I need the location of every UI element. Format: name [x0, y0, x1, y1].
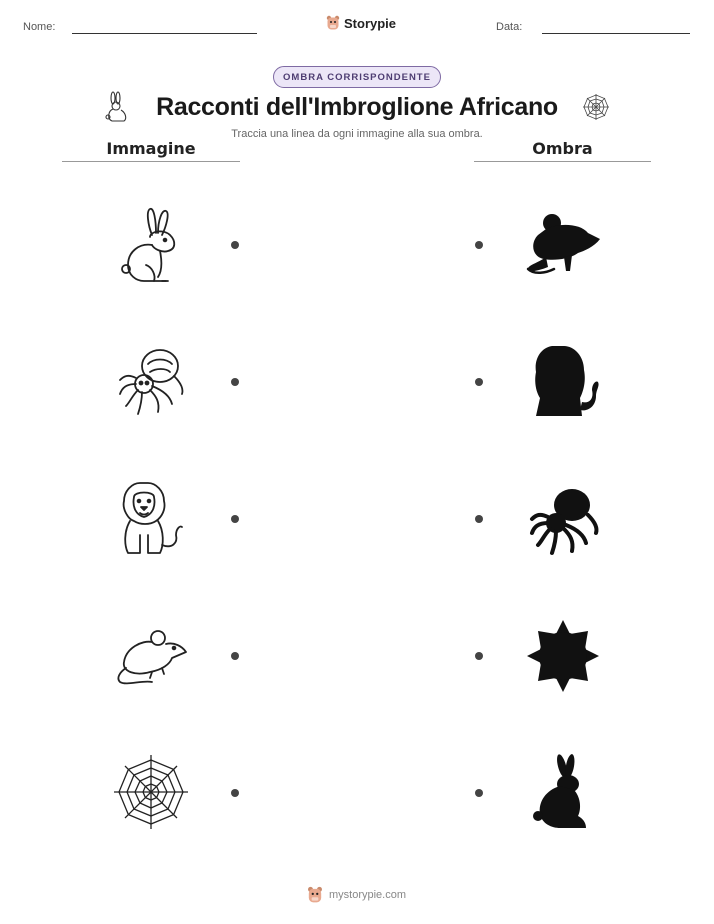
rabbit-icon: [110, 205, 190, 285]
brand-logo: [326, 14, 396, 32]
date-field-line[interactable]: [542, 33, 690, 34]
column-divider-right: [474, 161, 651, 162]
spider-shadow-icon: [524, 479, 604, 559]
left-dot-1[interactable]: [231, 241, 239, 249]
right-dot-2[interactable]: [475, 378, 483, 386]
lion-icon: [110, 479, 190, 559]
mouse-icon: [112, 616, 192, 696]
mouse-shadow-icon: [524, 205, 604, 285]
column-header-shadow: Ombra: [532, 139, 593, 158]
web-title-icon: [582, 93, 610, 121]
web-shadow-icon: [523, 616, 603, 696]
name-field-line[interactable]: [72, 33, 257, 34]
spider-web-icon: [111, 752, 191, 832]
left-dot-5[interactable]: [231, 789, 239, 797]
brand-name: Storypie: [344, 15, 397, 31]
column-divider-left: [62, 161, 240, 162]
bear-icon: [326, 15, 340, 31]
activity-badge: OMBRA CORRISPONDENTE: [273, 66, 441, 88]
right-dot-3[interactable]: [475, 515, 483, 523]
rabbit-title-icon: [104, 91, 130, 123]
column-header-image: Immagine: [106, 139, 196, 158]
bear-footer-icon: [307, 886, 323, 904]
rabbit-shadow-icon: [524, 752, 604, 832]
left-dot-2[interactable]: [231, 378, 239, 386]
spider-icon: [112, 342, 192, 422]
lion-shadow-icon: [524, 342, 604, 422]
date-label: Data:: [496, 21, 523, 33]
name-label: Nome:: [23, 21, 56, 33]
footer-url[interactable]: mystorypie.com: [329, 889, 407, 901]
right-dot-4[interactable]: [475, 652, 483, 660]
page-title: Racconti dell'Imbroglione Africano: [156, 93, 558, 121]
right-dot-1[interactable]: [475, 241, 483, 249]
instructions: Traccia una linea da ogni immagine alla sua ombra.: [231, 128, 483, 140]
left-dot-4[interactable]: [231, 652, 239, 660]
right-dot-5[interactable]: [475, 789, 483, 797]
left-dot-3[interactable]: [231, 515, 239, 523]
footer-brand: [307, 884, 406, 906]
